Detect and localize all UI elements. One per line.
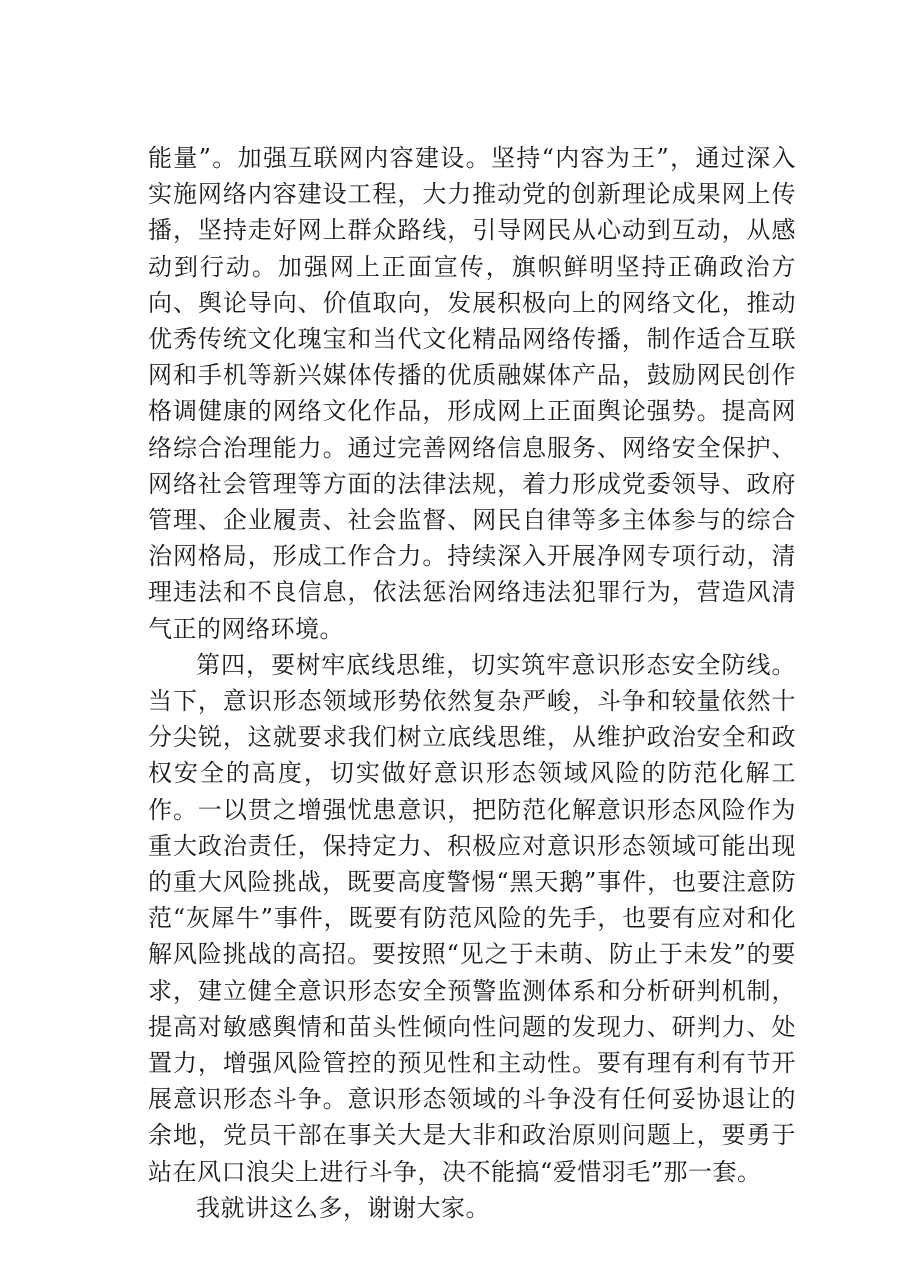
paragraph-continuation: 能量”。加强互联网内容建设。坚持“内容为王”，通过深入实施网络内容建设工程，大力推动党的创新理论成果网上传播，坚持走好网上群众路线，引导网民从心动到互动，从感动到行动。加强网上正面宣传，旗帜鲜明坚持正确政治方向、舆论导向、价值取向，发展积极向上的网络文化，推动优秀传统文化瑰宝和当代文化精品网络传播，制作适合互联网和手机等新兴媒体传播的优质融媒体产品，鼓励网民创作格调健康的网络文化作品，形成网上正面舆论强势。提高网络综合治理能力。通过完善网络信息服务、网络安全保护、网络社会管理等方面的法律法规，着力形成党委领导、政府管理、企业履责、社会监督、网民自律等多主体参与的综合治网格局，形成工作合力。持续深入开展净网专项行动，清理违法和不良信息，依法惩治网络违法犯罪行为，营造风清气正的网络环境。 — [148, 144, 796, 643]
paragraph-fourth-point: 第四，要树牢底线思维，切实筑牢意识形态安全防线。当下，意识形态领域形势依然复杂严峻，斗争和较量依然十分尖锐，这就要求我们树立底线思维，从维护政治安全和政权安全的高度，切实做好意识形态领域风险的防范化解工作。一以贯之增强忧患意识，把防范化解意识形态风险作为重大政治责任，保持定力、积极应对意识形态领域可能出现的重大风险挑战，既要高度警惕“黑天鹅”事件，也要注意防范“灰犀牛”事件，既要有防范风险的先手，也要有应对和化解风险挑战的高招。要按照“见之于未萌、防止于未发”的要求，建立健全意识形态安全预警监测体系和分析研判机制，提高对敏感舆情和苗头性倾向性问题的发现力、研判力、处置力，增强风险管控的预见性和主动性。要有理有利有节开展意识形态斗争。意识形态领域的斗争没有任何妥协退让的余地，党员干部在事关大是大非和政治原则问题上，要勇于站在风口浪尖上进行斗争，决不能搞“爱惜羽毛”那一套。 — [148, 650, 796, 1186]
document-body — [148, 140, 796, 1226]
paragraph-closing: 我就讲这么多，谢谢大家。 — [196, 1193, 490, 1222]
